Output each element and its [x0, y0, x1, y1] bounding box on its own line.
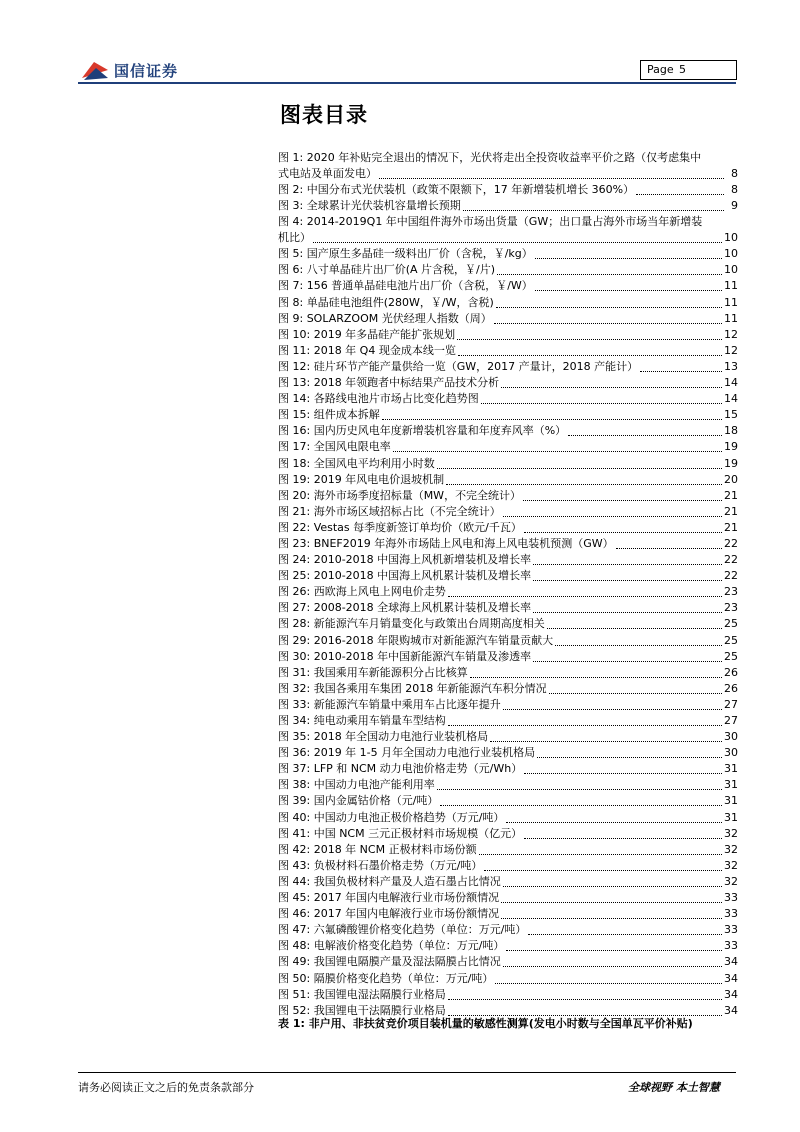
- toc-entry[interactable]: [278, 858, 738, 874]
- toc-entry-label: 图 16: 国内历史风电年度新增装机容量和年度弃风率（%）: [278, 424, 567, 438]
- toc-entry[interactable]: [278, 970, 738, 986]
- toc-entry-label: 图 35: 2018 年全国动力电池行业装机格局: [278, 730, 489, 744]
- toc-entry[interactable]: [278, 600, 738, 616]
- toc-entry-page: 34: [724, 971, 738, 985]
- toc-entry[interactable]: [278, 874, 738, 890]
- toc-entry[interactable]: [278, 294, 738, 310]
- dot-leader: [494, 322, 722, 324]
- toc-entry-page: 12: [724, 343, 738, 357]
- toc-entry-page: 21: [724, 504, 738, 518]
- toc-entry-label: 图 41: 中国 NCM 三元正极材料市场规模（亿元）: [278, 826, 523, 840]
- brand-logo: [80, 54, 200, 84]
- dot-leader: [495, 982, 722, 984]
- toc-entry-label: 图 31: 我国乘用车新能源积分占比核算: [278, 665, 468, 679]
- toc-entry-label: 图 40: 中国动力电池正极价格趋势（万元/吨）: [278, 810, 505, 824]
- toc-entry[interactable]: [278, 745, 738, 761]
- toc-entry-label: 图 50: 隔膜价格变化趋势（单位：万元/吨）: [278, 971, 494, 985]
- toc-entry[interactable]: [278, 407, 738, 423]
- dot-leader: [437, 467, 722, 469]
- toc-entry-label: 图 26: 西欧海上风电上网电价走势: [278, 585, 446, 599]
- toc-entry-label: 图 17: 全国风电限电率: [278, 440, 391, 454]
- toc-entry-page: 14: [724, 376, 738, 390]
- toc-entry-label: 图 22: Vestas 每季度新签订单均价（欧元/千瓦）: [278, 520, 522, 534]
- toc-entry[interactable]: [278, 311, 738, 327]
- dot-leader: [636, 193, 724, 195]
- dot-leader: [533, 563, 722, 565]
- toc-entry-label: 图 2: 中国分布式光伏装机（政策不限额下，17 年新增装机增长 360%）: [278, 183, 635, 197]
- dot-leader: [382, 418, 722, 420]
- brand-name: 国信证券: [114, 62, 179, 80]
- toc-entry-label: 图 36: 2019 年 1-5 月年全国动力电池行业装机格局: [278, 746, 536, 760]
- toc-entry-label: 图 42: 2018 年 NCM 正极材料市场份额: [278, 842, 477, 856]
- page-label: Page: [647, 63, 674, 76]
- toc-entry[interactable]: [278, 632, 738, 648]
- toc-entry-label: 图 32: 我国各乘用车集团 2018 年新能源汽车积分情况: [278, 681, 547, 695]
- dot-leader: [524, 772, 722, 774]
- toc-entry-label: 图 14: 各路线电池片市场占比变化趋势图: [278, 392, 479, 406]
- dot-leader: [479, 853, 722, 855]
- toc-entry-page: 27: [724, 697, 738, 711]
- dot-leader: [555, 644, 722, 646]
- toc-entry-page: 11: [724, 279, 738, 293]
- toc-entry[interactable]: [278, 922, 738, 938]
- dot-leader: [549, 692, 722, 694]
- dot-leader: [481, 402, 722, 404]
- toc-entry[interactable]: [278, 472, 738, 488]
- toc-entry[interactable]: [278, 198, 738, 214]
- toc-entry-label: 图 34: 纯电动乘用车销量车型结构: [278, 714, 446, 727]
- dot-leader: [503, 885, 722, 887]
- toc-entry[interactable]: [278, 439, 738, 455]
- dot-leader: [503, 515, 722, 517]
- page-number: 5: [679, 63, 686, 76]
- toc-entry-page: 33: [724, 907, 738, 921]
- dot-leader: [535, 257, 722, 259]
- toc-entry[interactable]: [278, 665, 738, 681]
- toc-entry-label: 图 12: 硅片环节产能产量供给一览（GW，2017 产量计，2018 产能计）: [278, 359, 639, 373]
- toc-entry-label: 图 24: 2010-2018 中国海上风机新增装机及增长率: [278, 553, 532, 567]
- toc-entry[interactable]: [278, 777, 738, 793]
- dot-leader: [457, 338, 722, 340]
- dot-leader: [501, 917, 722, 919]
- dot-leader: [523, 499, 722, 501]
- footer-divider: [78, 1072, 736, 1073]
- toc-entry-page: 12: [724, 327, 738, 341]
- dot-leader: [448, 595, 722, 597]
- toc-entry-label-cont: 式电站及单面发电）: [278, 167, 377, 180]
- toc-entry-label: 图 13: 2018 年领跑者中标结果产品技术分析: [278, 376, 500, 390]
- dot-leader: [524, 837, 722, 839]
- toc-entry[interactable]: [278, 729, 738, 745]
- dot-leader: [535, 289, 722, 291]
- toc-entry[interactable]: [278, 890, 738, 906]
- toc-entry-label: 图 11: 2018 年 Q4 现金成本线一览: [278, 343, 456, 357]
- dot-leader: [568, 434, 722, 436]
- header-divider: [78, 82, 736, 84]
- dot-leader: [616, 547, 722, 549]
- toc-entry-page: 34: [724, 955, 738, 969]
- toc-entry[interactable]: [278, 938, 738, 954]
- toc-entry[interactable]: [278, 713, 738, 729]
- toc-entry-page: 11: [724, 311, 738, 325]
- toc-entry-label: 图 49: 我国锂电隔膜产量及湿法隔膜占比情况: [278, 955, 501, 969]
- toc-entry-page: 19: [724, 440, 738, 454]
- toc-entry-page: 9: [731, 199, 738, 213]
- toc-entry-label-cont: 机比）: [278, 231, 311, 245]
- brand-mark-icon: [80, 56, 110, 82]
- toc-entry-label: 图 4: 2014-2019Q1 年中国组件海外市场出货量（GW；出口量占海外市场当年新增装: [278, 215, 703, 229]
- dot-leader: [506, 949, 722, 951]
- toc-entry-page: 27: [724, 714, 738, 727]
- dot-leader: [446, 483, 722, 485]
- footer-slogan: 全球视野 本土智慧: [628, 1081, 720, 1094]
- dot-leader: [533, 611, 722, 613]
- dot-leader: [448, 998, 722, 1000]
- toc-entry[interactable]: [278, 616, 738, 632]
- toc-entry[interactable]: [278, 375, 738, 391]
- dot-leader: [533, 579, 722, 581]
- toc-entry-label: 图 33: 新能源汽车销量中乘用车占比逐年提升: [278, 697, 501, 711]
- toc-entry[interactable]: [278, 246, 738, 262]
- table-index-entry[interactable]: 表 1: 非户用、非扶贫竞价项目装机量的敏感性测算(发电小时数与全国单瓦平价补贴): [278, 1017, 693, 1030]
- toc-entry-page: 32: [724, 842, 738, 856]
- toc-entry-page: 8: [731, 167, 738, 180]
- dot-leader: [490, 740, 722, 742]
- toc-entry[interactable]: [278, 214, 738, 246]
- toc-entry-label: 图 39: 国内金属钴价格（元/吨）: [278, 794, 439, 808]
- dot-leader: [463, 209, 724, 211]
- toc-entry[interactable]: [278, 455, 738, 471]
- toc-entry-label: 图 10: 2019 年多晶硅产能扩张规划: [278, 327, 456, 341]
- toc-entry-label: 图 27: 2008-2018 全球海上风机累计装机及增长率: [278, 601, 532, 615]
- dot-leader: [484, 869, 722, 871]
- dot-leader: [528, 933, 722, 935]
- toc-entry[interactable]: [278, 536, 738, 552]
- page-title: 图表目录: [280, 102, 368, 127]
- toc-entry-label: 图 6: 八寸单晶硅片出厂价(A 片含税，￥/片): [278, 263, 496, 277]
- toc-entry-page: 23: [724, 585, 738, 599]
- toc-entry-page: 33: [724, 891, 738, 905]
- dot-leader: [533, 660, 722, 662]
- dot-leader: [497, 273, 722, 275]
- toc-entry-label: 图 43: 负极材料石墨价格走势（万元/吨）: [278, 858, 483, 872]
- toc-entry-page: 32: [724, 874, 738, 888]
- toc-entry-label: 图 21: 海外市场区域招标占比（不完全统计）: [278, 504, 501, 518]
- toc-entry-page: 20: [724, 472, 738, 486]
- toc-entry-page: 32: [724, 826, 738, 840]
- dot-leader: [506, 821, 722, 823]
- toc-entry[interactable]: [278, 150, 738, 182]
- toc-entry-label: 图 47: 六氟磷酸锂价格变化趋势（单位：万元/吨）: [278, 923, 527, 937]
- dot-leader: [470, 676, 722, 678]
- toc-entry-label: 图 48: 电解液价格变化趋势（单位：万元/吨）: [278, 939, 505, 953]
- toc-entry-page: 31: [724, 762, 738, 776]
- toc-entry-label: 图 15: 组件成本拆解: [278, 408, 380, 422]
- toc-entry[interactable]: [278, 809, 738, 825]
- toc-entry[interactable]: [278, 842, 738, 858]
- toc-entry-page: 25: [724, 633, 738, 647]
- toc-entry-page: 13: [724, 359, 738, 373]
- toc-entry[interactable]: [278, 391, 738, 407]
- toc-entry-label: 图 51: 我国锂电湿法隔膜行业格局: [278, 987, 446, 1001]
- dot-leader: [393, 450, 722, 452]
- toc-entry-label: 图 46: 2017 年国内电解液行业市场份额情况: [278, 907, 500, 921]
- dot-leader: [503, 965, 722, 967]
- toc-entry[interactable]: [278, 552, 738, 568]
- toc-entry-label: 图 25: 2010-2018 中国海上风机累计装机及增长率: [278, 569, 532, 583]
- toc-entry-label: 图 23: BNEF2019 年海外市场陆上风电和海上风电装机预测（GW）: [278, 536, 614, 550]
- dot-leader: [313, 241, 722, 243]
- dot-leader: [437, 788, 722, 790]
- toc-entry-label: 图 29: 2016-2018 年限购城市对新能源汽车销量贡献大: [278, 633, 554, 647]
- toc-entry-page: 8: [731, 183, 738, 197]
- toc-entry-label: 图 7: 156 普通单晶硅电池片出厂价（含税，￥/W）: [278, 279, 533, 293]
- toc-entry-page: 34: [724, 1003, 738, 1017]
- toc-entry-label: 图 1: 2020 年补贴完全退出的情况下，光伏将走出全投资收益率平价之路（仅考虑集中: [278, 151, 702, 164]
- toc-entry-label: 图 8: 单晶硅电池组件(280W，￥/W，含税): [278, 295, 494, 309]
- dot-leader: [537, 756, 722, 758]
- dot-leader: [501, 386, 722, 388]
- toc-entry-page: 10: [724, 247, 738, 261]
- toc-entry-page: 30: [724, 746, 738, 760]
- dot-leader: [524, 531, 722, 533]
- toc-entry-page: 14: [724, 392, 738, 406]
- toc-entry-label: 图 5: 国产原生多晶硅一级料出厂价（含税，￥/kg）: [278, 247, 533, 261]
- toc-entry-label: 图 45: 2017 年国内电解液行业市场份额情况: [278, 891, 500, 905]
- toc-entry-page: 10: [724, 263, 738, 277]
- toc-entry-page: 25: [724, 617, 738, 631]
- toc-entry-label: 图 44: 我国负极材料产量及人造石墨占比情况: [278, 874, 501, 888]
- dot-leader: [458, 354, 722, 356]
- dot-leader: [501, 901, 722, 903]
- toc-entry[interactable]: [278, 488, 738, 504]
- dot-leader: [379, 177, 724, 179]
- toc-entry-page: 10: [724, 231, 738, 245]
- toc-entry[interactable]: [278, 278, 738, 294]
- dot-leader: [640, 370, 722, 372]
- toc-entry-page: 15: [724, 408, 738, 422]
- toc-entry-page: 30: [724, 730, 738, 744]
- toc-entry[interactable]: [278, 793, 738, 809]
- toc-entry-page: 34: [724, 987, 738, 1001]
- disclaimer-note: 请务必阅读正文之后的免责条款部分: [78, 1081, 254, 1094]
- toc-entry[interactable]: [278, 520, 738, 536]
- toc-entry-page: 31: [724, 810, 738, 824]
- toc-entry[interactable]: [278, 343, 738, 359]
- toc-entry-page: 22: [724, 553, 738, 567]
- toc-entry[interactable]: [278, 987, 738, 1003]
- figure-index-list: [278, 150, 738, 1019]
- toc-entry-page: 31: [724, 794, 738, 808]
- toc-entry-page: 25: [724, 649, 738, 663]
- toc-entry[interactable]: [278, 761, 738, 777]
- toc-entry[interactable]: [278, 697, 738, 713]
- toc-entry-label: 图 18: 全国风电平均利用小时数: [278, 456, 435, 470]
- dot-leader: [503, 708, 722, 710]
- toc-entry-page: 19: [724, 456, 738, 470]
- toc-entry-label: 图 52: 我国锂电干法隔膜行业格局: [278, 1003, 446, 1017]
- toc-entry-page: 23: [724, 601, 738, 615]
- toc-entry[interactable]: [278, 954, 738, 970]
- toc-entry-label: 图 37: LFP 和 NCM 动力电池价格走势（元/Wh）: [278, 762, 523, 776]
- toc-entry[interactable]: [278, 906, 738, 922]
- toc-entry-page: 32: [724, 858, 738, 872]
- toc-entry[interactable]: [278, 826, 738, 842]
- toc-entry-label: 图 20: 海外市场季度招标量（MW，不完全统计）: [278, 488, 522, 502]
- dot-leader: [496, 306, 722, 308]
- page-indicator: [640, 60, 737, 80]
- toc-entry-page: 22: [724, 536, 738, 550]
- toc-entry[interactable]: [278, 262, 738, 278]
- dot-leader: [547, 627, 722, 629]
- toc-entry-label: 图 3: 全球累计光伏装机容量增长预期: [278, 199, 461, 213]
- toc-entry-page: 22: [724, 569, 738, 583]
- toc-entry[interactable]: [278, 359, 738, 375]
- toc-entry[interactable]: [278, 182, 738, 198]
- toc-entry-label: 图 38: 中国动力电池产能利用率: [278, 778, 435, 792]
- toc-entry-page: 21: [724, 520, 738, 534]
- toc-entry-page: 33: [724, 939, 738, 953]
- toc-entry[interactable]: [278, 649, 738, 665]
- toc-entry-page: 18: [724, 424, 738, 438]
- toc-entry-label: 图 28: 新能源汽车月销量变化与政策出台周期高度相关: [278, 617, 545, 631]
- dot-leader: [448, 724, 722, 726]
- dot-leader: [440, 804, 722, 806]
- toc-entry[interactable]: [278, 568, 738, 584]
- toc-entry[interactable]: [278, 423, 738, 439]
- toc-entry[interactable]: [278, 681, 738, 697]
- toc-entry-page: 31: [724, 778, 738, 792]
- toc-entry[interactable]: [278, 504, 738, 520]
- toc-entry-page: 26: [724, 681, 738, 695]
- toc-entry-page: 11: [724, 295, 738, 309]
- toc-entry[interactable]: [278, 327, 738, 343]
- toc-entry-label: 图 30: 2010-2018 年中国新能源汽车销量及渗透率: [278, 649, 532, 663]
- toc-entry-page: 26: [724, 665, 738, 679]
- toc-entry-label: 图 19: 2019 年风电电价退坡机制: [278, 472, 445, 486]
- toc-entry-page: 33: [724, 923, 738, 937]
- toc-entry-page: 21: [724, 488, 738, 502]
- toc-entry[interactable]: [278, 584, 738, 600]
- toc-entry-label: 图 9: SOLARZOOM 光伏经理人指数（周）: [278, 311, 492, 325]
